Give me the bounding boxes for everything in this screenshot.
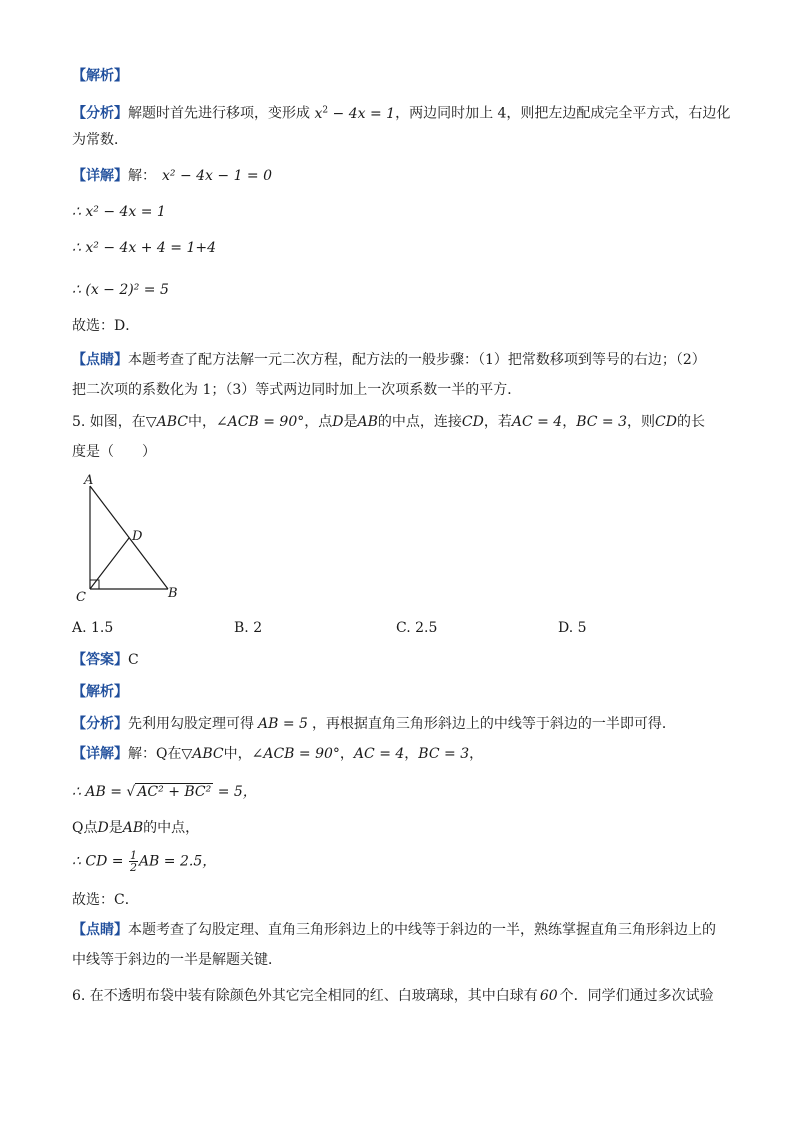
detail-line-1: 【详解】解： x² − 4x − 1 = 0 [72,168,273,184]
comment-line-2: 把二次项的系数化为 1；（3）等式两边同时加上一次项系数一半的平方． [72,382,522,398]
label-b: B [168,586,178,601]
section-tag-jiexi: 【解析】 [72,68,128,84]
analysis-line-2: 为常数． [72,132,128,148]
option-b: B. 2 [234,620,263,636]
detail-line-3: ∴ x² − 4x + 4 = 1+4 [72,240,217,256]
question-6-stem: 6. 在不透明布袋中装有除颜色外其它完全相同的红、白玻璃球，其中白球有 60 个．同学们通过多次试验 [72,988,714,1004]
triangle-figure [74,472,186,604]
detail-5-line-2: ∴ AB = √ AC² + BC² = 5， [72,784,257,800]
answer-line: 【答案】C [72,652,139,668]
question-5-stem-1: 5. 如图，在▽ABC中，∠ACB = 90°，点D是AB的中点，连接CD，若AC = 4，BC = 3，则CD的长 [72,414,705,430]
label-d: D [132,529,143,544]
section-tag-jiexi-5: 【解析】 [72,684,128,700]
detail-5-line-4: ∴ CD = $\frac{1}{2}$ AB = 2.5， [72,849,217,874]
analysis-5: 【分析】先利用勾股定理可得 AB = 5 ，再根据直角三角形斜边上的中线等于斜边的一半即可得． [72,716,676,732]
answer-choice-line: 故选：D． [72,318,140,334]
detail-5-line-1: 【详解】解：Q在▽ABC中，∠ACB = 90°，AC = 4，BC = 3， [72,746,484,762]
option-d: D. 5 [558,620,587,636]
comment-line-1: 【点睛】本题考查了配方法解一元二次方程，配方法的一般步骤：（1）把常数移项到等号的右边；（2） [72,352,706,368]
detail-line-2: ∴ x² − 4x = 1 [72,204,166,220]
question-5-stem-2: 度是（ ） [72,444,156,460]
detail-5-line-3: Q点D是AB的中点， [72,820,200,836]
comment-5-line-2: 中线等于斜边的一半是解题关键． [72,952,282,968]
answer-choice-5: 故选：C． [72,892,139,908]
label-c: C [76,590,86,604]
option-a: A. 1.5 [72,620,114,636]
label-a: A [84,473,94,488]
option-c: C. 2.5 [396,620,438,636]
analysis-line-1: 【分析】解题时首先进行移项，变形成 $x^2 - 4x = 1$，两边同时加上 4，则把左边配成完全平方式，右边化 [72,105,731,122]
segment-cd [90,538,129,589]
comment-5-line-1: 【点睛】本题考查了勾股定理、直角三角形斜边上的中线等于斜边的一半，熟练掌握直角三角形斜边上的 [72,922,716,938]
detail-line-4: ∴ (x − 2)² = 5 [72,282,169,298]
